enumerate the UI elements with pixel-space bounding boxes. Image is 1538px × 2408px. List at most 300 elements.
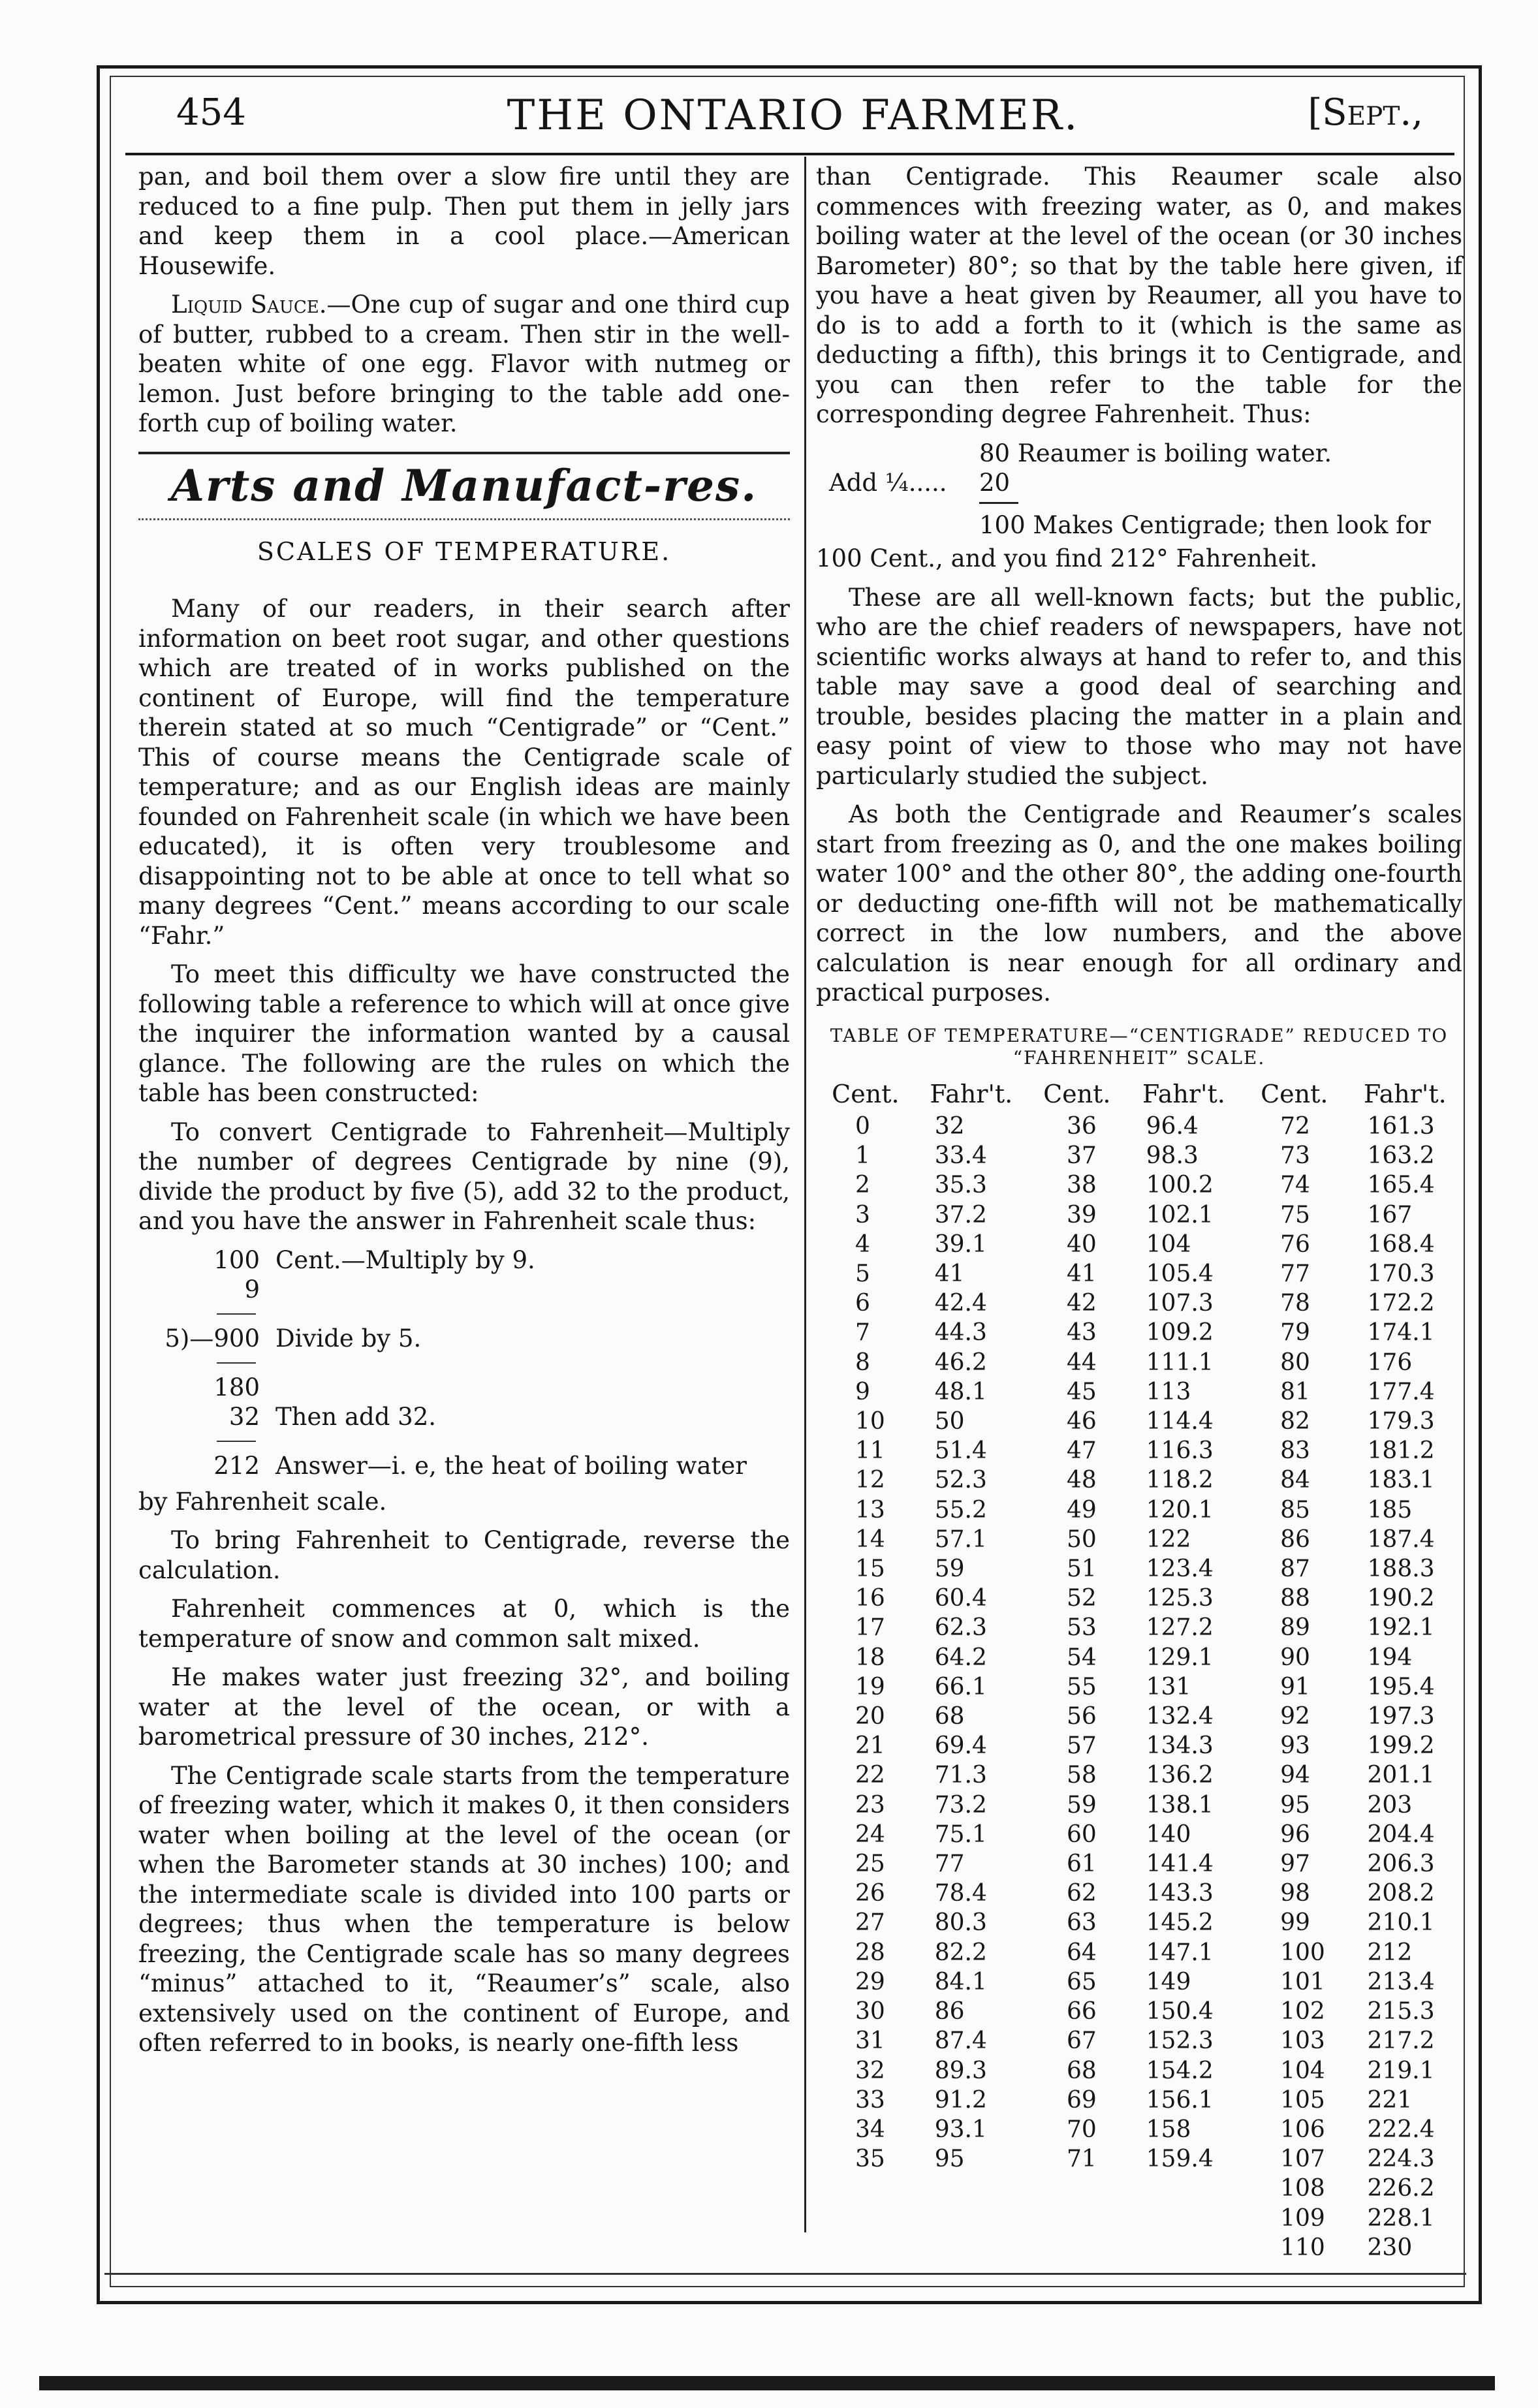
cent-cell: 77: [1280, 1260, 1310, 1288]
calc-number: 32: [228, 1402, 260, 1431]
periodical-title: THE ONTARIO FARMER.: [507, 91, 1080, 140]
cent-cell: [1028, 2233, 1127, 2262]
fahr-cell: 141.4: [1146, 1851, 1214, 1878]
cent-cell: 28: [855, 1939, 885, 1966]
cent-cell: 7: [855, 1319, 870, 1347]
fahr-cell: 224.3: [1367, 2146, 1435, 2173]
cent-cell: 45: [1066, 1378, 1097, 1405]
fahr-cell: 71.3: [934, 1762, 987, 1789]
fahr-cell: 77: [934, 1851, 965, 1878]
cent-cell: 72: [1280, 1113, 1310, 1140]
cent-cell: 66: [1066, 1998, 1097, 2025]
running-header: [137, 89, 1449, 161]
cent-cell: 53: [1066, 1614, 1097, 1642]
table-row: [816, 2115, 1462, 2144]
fahr-cell: 221: [1367, 2086, 1413, 2114]
cent-cell: 58: [1066, 1762, 1097, 1789]
fahr-cell: 228.1: [1367, 2204, 1435, 2232]
table-row: [816, 1879, 1462, 1908]
fahr-cell: 136.2: [1146, 1762, 1214, 1789]
calc-step: Cent.—Multiply by 9.: [275, 1245, 535, 1274]
table-row: [816, 2086, 1462, 2115]
table-header-cell: Fahr't.: [1363, 1079, 1447, 1108]
article-paragraph: To bring Fahrenheit to Centigrade, reverse the calculation.: [138, 1526, 790, 1584]
table-row: [816, 1289, 1462, 1318]
fahr-cell: 125.3: [1146, 1585, 1214, 1612]
fahr-cell: 217.2: [1367, 2027, 1435, 2055]
cent-cell: 20: [855, 1703, 885, 1730]
fahr-cell: 138.1: [1146, 1791, 1214, 1819]
table-row: [816, 1731, 1462, 1760]
cent-cell: 3: [855, 1201, 870, 1228]
cent-cell: 0: [855, 1113, 870, 1140]
cent-cell: 18: [855, 1644, 885, 1671]
cent-cell: 88: [1280, 1585, 1310, 1612]
fahr-cell: 73.2: [934, 1791, 987, 1819]
fahr-cell: 185: [1367, 1496, 1413, 1524]
cent-cell: 36: [1066, 1113, 1097, 1140]
fahr-cell: 152.3: [1146, 2027, 1214, 2055]
fahr-cell: [1127, 2174, 1241, 2203]
cent-cell: 46: [1066, 1408, 1097, 1435]
fahr-cell: 226.2: [1367, 2175, 1435, 2202]
cent-cell: 43: [1066, 1319, 1097, 1347]
fahr-cell: [1127, 2233, 1241, 2262]
fahr-cell: 170.3: [1367, 1260, 1435, 1288]
example-line-rule: [979, 502, 1018, 504]
cent-cell: 65: [1066, 1968, 1097, 1995]
cent-cell: 64: [1066, 1939, 1097, 1966]
table-row: [816, 1318, 1462, 1347]
reaumer-example: [829, 439, 1462, 540]
fahr-cell: 177.4: [1367, 1378, 1435, 1405]
table-caption: TABLE OF TEMPERATURE—“CENTIGRADE” REDUCED TO “FAHRENHEIT” SCALE.: [830, 1024, 1449, 1069]
recipe-ending: pan, and boil them over a slow fire until they are reduced to a fine pulp. Then put them in jelly jars and keep them in a cool place.—American Housewife.: [138, 163, 790, 280]
article-paragraph: by Fahrenheit scale.: [138, 1487, 387, 1516]
cent-cell: 44: [1066, 1349, 1097, 1376]
fahr-cell: 181.2: [1367, 1437, 1435, 1465]
fahr-cell: 131: [1146, 1673, 1191, 1700]
liquid-sauce-recipe: [138, 290, 790, 439]
calc-step: Answer—i. e, the heat of boiling water: [275, 1451, 747, 1480]
cent-cell: 79: [1280, 1319, 1310, 1347]
fahr-cell: 37.2: [934, 1201, 987, 1228]
fahr-cell: 204.4: [1367, 1821, 1435, 1848]
fahr-cell: 68: [934, 1703, 965, 1730]
cent-cell: 69: [1066, 2086, 1097, 2114]
fahr-cell: 194: [1367, 1644, 1413, 1671]
fahr-cell: 41: [934, 1260, 965, 1288]
fahr-cell: 91.2: [934, 2086, 987, 2114]
calc-number: 100: [213, 1245, 260, 1274]
cent-cell: 52: [1066, 1585, 1097, 1612]
cent-cell: 91: [1280, 1673, 1310, 1700]
cent-cell: 95: [1280, 1791, 1310, 1819]
table-row: [816, 1938, 1462, 1967]
cent-cell: 33: [855, 2086, 885, 2114]
fahr-cell: 80.3: [934, 1909, 987, 1937]
cent-cell: 14: [855, 1525, 885, 1553]
fahr-cell: 158: [1146, 2116, 1191, 2143]
fahr-cell: 42.4: [934, 1290, 987, 1317]
fahr-cell: 98.3: [1146, 1142, 1199, 1170]
fahr-cell: 86: [934, 1998, 965, 2025]
cent-cell: 86: [1280, 1525, 1310, 1553]
cent-cell: 2: [855, 1172, 870, 1199]
cent-cell: 61: [1066, 1851, 1097, 1878]
cent-cell: 10: [855, 1408, 885, 1435]
cent-cell: 103: [1280, 2027, 1325, 2055]
table-row: [816, 1997, 1462, 2026]
fahr-cell: [915, 2174, 1028, 2203]
cent-cell: 109: [1280, 2204, 1325, 2232]
cent-cell: 76: [1280, 1230, 1310, 1258]
table-header-cell: Fahr't.: [1142, 1079, 1225, 1108]
article-paragraph: Many of our readers, in their search after information on beet root sugar, and other questions which are treated of in works published on the continent of Europe, will find the temperature therein stated at so much “Centigrade” or “Cent.” This of course means the Centigrade scale of temperature; and as our English ideas are mainly founded on Fahrenheit scale (in which we have been educated), it is often very troublesome and disappointing not to be able at once to tell what so many degrees “Cent.” means according to our scale “Fahr.”: [138, 595, 790, 950]
article-paragraph: As both the Centigrade and Reaumer’s scales start from freezing as 0, and the one makes boiling water 100° and the other 80°, the adding one-fourth or deducting one-fifth will not be mathematically correct in the low numbers, and the above calculation is near enough for all ordinary and practical purposes.: [816, 800, 1462, 1007]
cent-cell: 89: [1280, 1614, 1310, 1642]
fahr-cell: 111.1: [1146, 1349, 1214, 1376]
table-row: [816, 1849, 1462, 1879]
calc-line: [217, 1313, 256, 1315]
fahr-cell: 163.2: [1367, 1142, 1435, 1170]
fahr-cell: 114.4: [1146, 1408, 1214, 1435]
fahr-cell: 197.3: [1367, 1703, 1435, 1730]
table-row: [816, 2056, 1462, 2086]
cent-cell: [1028, 2204, 1127, 2233]
fahr-cell: 192.1: [1367, 1614, 1435, 1642]
cent-cell: 68: [1066, 2057, 1097, 2084]
article-paragraph: 100 Cent., and you find 212° Fahrenheit.: [816, 544, 1318, 572]
fahr-cell: 57.1: [934, 1525, 987, 1553]
cent-cell: 39: [1066, 1201, 1097, 1228]
cent-cell: 5: [855, 1260, 870, 1288]
cent-cell: 9: [855, 1378, 870, 1405]
cent-cell: 1: [855, 1142, 870, 1170]
example-label: Add ¼.....: [829, 469, 947, 497]
cent-cell: 62: [1066, 1880, 1097, 1907]
cent-cell: 75: [1280, 1201, 1310, 1228]
cent-cell: 47: [1066, 1437, 1097, 1465]
cent-cell: 21: [855, 1732, 885, 1760]
table-row: [816, 1200, 1462, 1230]
temperature-table: [816, 1073, 1462, 2262]
cent-cell: 96: [1280, 1821, 1310, 1848]
example-line: 80 Reaumer is boiling water.: [979, 439, 1332, 467]
cent-cell: 42: [1066, 1290, 1097, 1317]
cent-cell: 97: [1280, 1851, 1310, 1878]
fahr-cell: 87.4: [934, 2027, 987, 2055]
fahr-cell: 154.2: [1146, 2057, 1214, 2084]
left-column: [138, 162, 790, 2067]
fahr-cell: 59: [934, 1556, 965, 1583]
article-paragraph: than Centigrade. This Reaumer scale also commences with freezing water, as 0, and makes boiling water at the level of the ocean (or 30 inches Barometer) 80°; so that by the table here given, if you have a heat given by Reaumer, all you have to do is to add a forth to it (which is the same as deducting a fifth), this brings it to Centigrade, and you can then refer to the table for the corresponding degree Fahrenheit. Thus:: [816, 163, 1462, 428]
fahr-cell: 105.4: [1146, 1260, 1214, 1288]
cent-cell: 24: [855, 1821, 885, 1848]
fahr-cell: 122: [1146, 1525, 1191, 1553]
cent-cell: 29: [855, 1968, 885, 1995]
table-header-cell: Cent.: [1261, 1079, 1328, 1108]
cent-cell: 49: [1066, 1496, 1097, 1524]
cent-cell: 94: [1280, 1762, 1310, 1789]
fahr-cell: 210.1: [1367, 1909, 1435, 1937]
fahr-cell: 195.4: [1367, 1673, 1435, 1700]
calc-number: 180: [213, 1373, 260, 1401]
page-bottom-rule: [104, 2273, 1466, 2275]
fahr-cell: 120.1: [1146, 1496, 1214, 1524]
fahr-cell: 127.2: [1146, 1614, 1214, 1642]
fahr-cell: [915, 2233, 1028, 2262]
calc-step: Then add 32.: [275, 1402, 437, 1431]
cent-cell: 106: [1280, 2116, 1325, 2143]
table-header-row: [816, 1073, 1462, 1112]
recipe-body: —One cup of sugar and one third cup of butter, rubbed to a cream. Then stir in the well-beaten white of one egg. Flavor with nutmeg or lemon. Just before bringing to the table add one-forth cup of boiling water.: [138, 290, 790, 437]
fahr-cell: 33.4: [934, 1142, 987, 1170]
fahr-cell: 149: [1146, 1968, 1191, 1995]
fahr-cell: 69.4: [934, 1732, 987, 1760]
cent-cell: 110: [1280, 2234, 1325, 2261]
table-header-cell: Cent.: [1043, 1079, 1111, 1108]
table-row: [816, 1702, 1462, 1731]
fahr-cell: 109.2: [1146, 1319, 1214, 1347]
cent-cell: 107: [1280, 2146, 1325, 2173]
fahr-cell: 44.3: [934, 1319, 987, 1347]
cent-cell: 104: [1280, 2057, 1325, 2084]
cent-cell: 70: [1066, 2116, 1097, 2143]
fahr-cell: 134.3: [1146, 1732, 1214, 1760]
calc-number: 5)—900: [165, 1324, 260, 1353]
example-line: 100 Makes Centigrade; then look for: [979, 510, 1431, 539]
fahr-cell: 89.3: [934, 2057, 987, 2084]
fahr-cell: 129.1: [1146, 1644, 1214, 1671]
fahr-cell: 64.2: [934, 1644, 987, 1671]
example-value: 20: [979, 469, 1011, 497]
table-row: [816, 1908, 1462, 1937]
cent-cell: 87: [1280, 1556, 1310, 1583]
fahr-cell: 219.1: [1367, 2057, 1435, 2084]
cent-cell: 37: [1066, 1142, 1097, 1170]
fahr-cell: 51.4: [934, 1437, 987, 1465]
article-paragraph: To meet this difficulty we have constructed the following table a reference to which will at once give the inquirer the information wanted by a causal glance. The following are the rules on which the table has been constructed:: [138, 960, 790, 1107]
fahr-cell: 179.3: [1367, 1408, 1435, 1435]
scan-edge-bar: [39, 2376, 1495, 2390]
table-body: [816, 1112, 1462, 2262]
fahr-cell: 159.4: [1146, 2146, 1214, 2173]
cent-cell: 30: [855, 1998, 885, 2025]
cent-cell: 73: [1280, 1142, 1310, 1170]
table-row: [816, 2233, 1462, 2262]
fahr-cell: 174.1: [1367, 1319, 1435, 1347]
cent-cell: 23: [855, 1791, 885, 1819]
cent-cell: 57: [1066, 1732, 1097, 1760]
fahr-cell: 132.4: [1146, 1703, 1214, 1730]
cent-cell: 102: [1280, 1998, 1325, 2025]
cent-cell: 83: [1280, 1437, 1310, 1465]
fahr-cell: 222.4: [1367, 2116, 1435, 2143]
header-rule: [125, 153, 1454, 155]
cent-cell: 85: [1280, 1496, 1310, 1524]
fahr-cell: 212: [1367, 1939, 1413, 1966]
cent-cell: 100: [1280, 1939, 1325, 1966]
fahr-cell: 213.4: [1367, 1968, 1435, 1995]
cent-cell: 50: [1066, 1525, 1097, 1553]
cent-cell: [1028, 2174, 1127, 2203]
table-row: [816, 1112, 1462, 1141]
table-row: [816, 1820, 1462, 1849]
fahr-cell: 143.3: [1146, 1880, 1214, 1907]
cent-cell: 31: [855, 2027, 885, 2055]
cent-cell: 41: [1066, 1260, 1097, 1288]
fahr-cell: 55.2: [934, 1496, 987, 1524]
cent-cell: 34: [855, 2116, 885, 2143]
cent-cell: 60: [1066, 1821, 1097, 1848]
cent-cell: 93: [1280, 1732, 1310, 1760]
cent-cell: 35: [855, 2146, 885, 2173]
fahr-cell: [915, 2204, 1028, 2233]
table-row: [816, 1436, 1462, 1465]
cent-cell: 59: [1066, 1791, 1097, 1819]
table-row: [816, 1672, 1462, 1702]
cent-cell: 92: [1280, 1703, 1310, 1730]
fahr-cell: 93.1: [934, 2116, 987, 2143]
table-row: [816, 1230, 1462, 1259]
article-title: SCALES OF TEMPERATURE.: [257, 537, 672, 566]
cent-cell: [816, 2204, 915, 2233]
fahr-cell: 82.2: [934, 1939, 987, 1966]
table-row: [816, 2174, 1462, 2203]
cent-cell: 32: [855, 2057, 885, 2084]
cent-cell: 15: [855, 1556, 885, 1583]
worked-example: [138, 1245, 790, 1480]
fahr-cell: 168.4: [1367, 1230, 1435, 1258]
cent-cell: 63: [1066, 1909, 1097, 1937]
fahr-cell: 188.3: [1367, 1556, 1435, 1583]
issue-month: [Sept.,: [1308, 91, 1423, 134]
fahr-cell: 50: [934, 1408, 965, 1435]
fahr-cell: 147.1: [1146, 1939, 1214, 1966]
cent-cell: 98: [1280, 1880, 1310, 1907]
fahr-cell: 39.1: [934, 1230, 987, 1258]
table-row: [816, 1643, 1462, 1672]
cent-cell: 26: [855, 1880, 885, 1907]
table-row: [816, 1554, 1462, 1584]
fahr-cell: 167: [1367, 1201, 1413, 1228]
fahr-cell: 100.2: [1146, 1172, 1214, 1199]
fahr-cell: 183.1: [1367, 1467, 1435, 1494]
column-divider: [804, 157, 806, 2232]
table-row: [816, 1170, 1462, 1200]
fahr-cell: 52.3: [934, 1467, 987, 1494]
fahr-cell: 75.1: [934, 1821, 987, 1848]
cent-cell: 48: [1066, 1467, 1097, 1494]
fahr-cell: 48.1: [934, 1378, 987, 1405]
fahr-cell: 165.4: [1367, 1172, 1435, 1199]
cent-cell: 16: [855, 1585, 885, 1612]
cent-cell: 54: [1066, 1644, 1097, 1671]
cent-cell: 55: [1066, 1673, 1097, 1700]
fahr-cell: 161.3: [1367, 1113, 1435, 1140]
cent-cell: 67: [1066, 2027, 1097, 2055]
fahr-cell: 78.4: [934, 1880, 987, 1907]
section-rule: [138, 452, 790, 454]
table-row: [816, 1584, 1462, 1613]
cent-cell: 38: [1066, 1172, 1097, 1199]
article-paragraph: These are all well-known facts; but the public, who are the chief readers of newspapers, have not scientific works always at hand to refer to, and this table may save a good deal of searching and trouble, besides placing the matter in a plain and easy point of view to those who may not have particularly studied the subject.: [816, 583, 1462, 790]
fahr-cell: 215.3: [1367, 1998, 1435, 2025]
fahr-cell: 32: [934, 1113, 965, 1140]
calc-number: 212: [213, 1451, 260, 1480]
fahr-cell: 176: [1367, 1349, 1413, 1376]
article-paragraph: To convert Centigrade to Fahrenheit—Multiply the number of degrees Centigrade by nine (9), divide the product by five (5), add 32 to the product, and you have the answer in Fahrenheit scale thus:: [138, 1118, 790, 1235]
article-paragraph: Fahrenheit commences at 0, which is the temperature of snow and common salt mixed.: [138, 1595, 790, 1653]
cent-cell: 25: [855, 1851, 885, 1878]
fahr-cell: 66.1: [934, 1673, 987, 1700]
fahr-cell: 113: [1146, 1378, 1191, 1405]
fahr-cell: 116.3: [1146, 1437, 1214, 1465]
table-row: [816, 2026, 1462, 2056]
table-header-cell: Fahr't.: [930, 1079, 1013, 1108]
cent-cell: [816, 2174, 915, 2203]
fahr-cell: 150.4: [1146, 1998, 1214, 2025]
fahr-cell: 145.2: [1146, 1909, 1214, 1937]
cent-cell: 8: [855, 1349, 870, 1376]
cent-cell: 81: [1280, 1378, 1310, 1405]
calc-number: 9: [244, 1275, 260, 1304]
cent-cell: 99: [1280, 1909, 1310, 1937]
cent-cell: 27: [855, 1909, 885, 1937]
fahr-cell: 104: [1146, 1230, 1191, 1258]
table-row: [816, 1377, 1462, 1407]
table-row: [816, 1259, 1462, 1289]
cent-cell: 71: [1066, 2146, 1097, 2173]
cent-cell: 4: [855, 1230, 870, 1258]
fahr-cell: 35.3: [934, 1172, 987, 1199]
article-paragraph: He makes water just freezing 32°, and boiling water at the level of the ocean, or with a barometrical pressure of 30 inches, 212°.: [138, 1663, 790, 1751]
dotted-rule: [138, 518, 790, 520]
cent-cell: 80: [1280, 1349, 1310, 1376]
table-header-cell: Cent.: [832, 1079, 900, 1108]
cent-cell: [816, 2233, 915, 2262]
fahr-cell: 206.3: [1367, 1851, 1435, 1878]
fahr-cell: 95: [934, 2146, 965, 2173]
fahr-cell: 46.2: [934, 1349, 987, 1376]
cent-cell: 74: [1280, 1172, 1310, 1199]
fahr-cell: 201.1: [1367, 1762, 1435, 1789]
cent-cell: 22: [855, 1762, 885, 1789]
table-row: [816, 1790, 1462, 1820]
table-row: [816, 1525, 1462, 1554]
section-heading: Arts and Manufact-res.: [170, 460, 758, 511]
cent-cell: 19: [855, 1673, 885, 1700]
fahr-cell: 203: [1367, 1791, 1413, 1819]
cent-cell: 108: [1280, 2175, 1325, 2202]
fahr-cell: 84.1: [934, 1968, 987, 1995]
page-number: 454: [176, 91, 246, 134]
fahr-cell: [1127, 2204, 1241, 2233]
cent-cell: 40: [1066, 1230, 1097, 1258]
calc-line: [217, 1441, 256, 1442]
fahr-cell: 102.1: [1146, 1201, 1214, 1228]
table-row: [816, 1495, 1462, 1525]
cent-cell: 6: [855, 1290, 870, 1317]
cent-cell: 17: [855, 1614, 885, 1642]
table-row: [816, 1407, 1462, 1436]
fahr-cell: 140: [1146, 1821, 1191, 1848]
cent-cell: 11: [855, 1437, 885, 1465]
fahr-cell: 172.2: [1367, 1290, 1435, 1317]
table-row: [816, 2144, 1462, 2174]
table-row: [816, 1465, 1462, 1495]
